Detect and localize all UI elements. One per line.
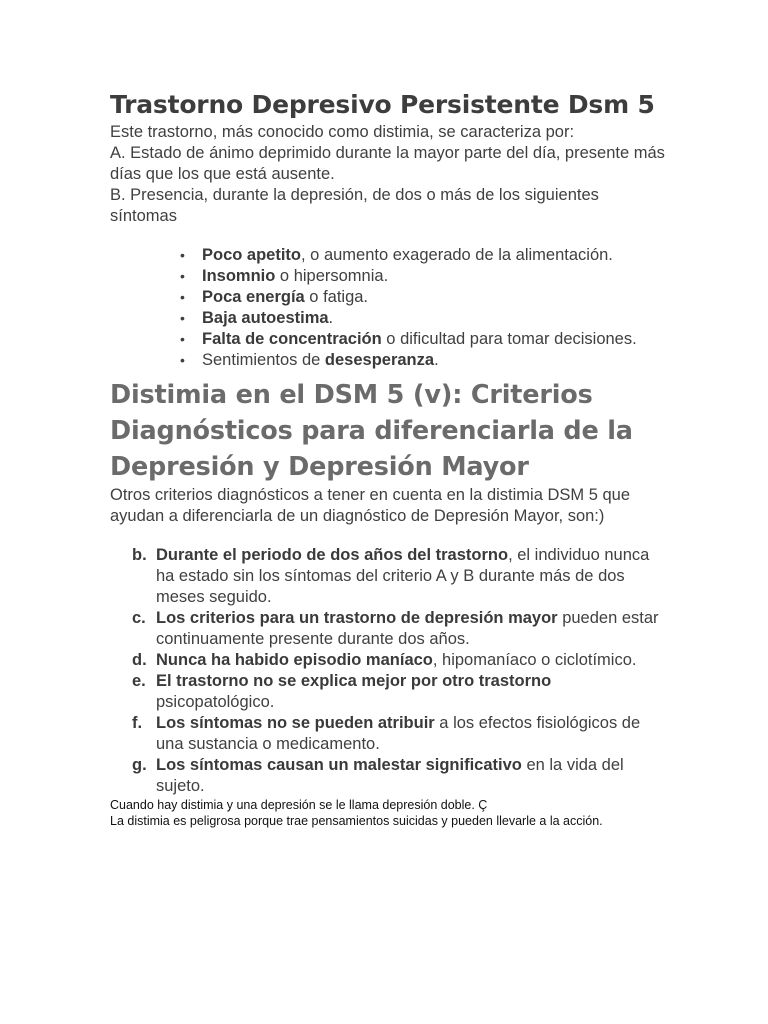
symptom-text: . (434, 351, 439, 369)
list-letter: f. (132, 714, 143, 732)
criterion-bold: Durante el periodo de dos años del trastorno (156, 546, 509, 564)
criteria-list (110, 545, 665, 797)
list-item (180, 308, 665, 329)
criterion-text: , el individuo nunca ha estado sin los síntomas del criterio A y B durante más de dos meses seguido. (156, 546, 650, 606)
document-page (110, 88, 665, 829)
symptom-text: o hipersomnia. (275, 267, 389, 285)
symptoms-list (110, 245, 665, 371)
bullet-icon: • (180, 289, 185, 305)
list-letter: d. (132, 651, 147, 669)
page-title: Trastorno Depresivo Persistente Dsm 5 (110, 90, 655, 119)
symptom-text: . (328, 309, 334, 327)
criterion-text: psicopatológico. (156, 693, 275, 711)
symptom-bold: Insomnio (202, 267, 276, 285)
criterion-a-paragraph: A. Estado de ánimo deprimido durante la mayor parte del día, presente más días que los que está ausente. (110, 144, 665, 183)
criterion-bold: Los síntomas causan un malestar significativo (156, 756, 522, 774)
list-letter: b. (132, 546, 147, 564)
bullet-icon: • (180, 310, 185, 326)
criterion-text: a los efectos fisiológicos de una sustancia o medicamento. (156, 714, 641, 753)
symptom-text-pre: Sentimientos de (202, 351, 325, 369)
list-item (132, 755, 665, 797)
criterion-bold: Nunca ha habido episodio maníaco (156, 651, 433, 669)
list-item (132, 671, 665, 713)
list-item (132, 713, 665, 755)
criterion-b-paragraph: B. Presencia, durante la depresión, de dos o más de los siguientes síntomas (110, 186, 599, 225)
list-letter: c. (132, 609, 146, 627)
list-item (180, 329, 665, 350)
list-item (132, 608, 665, 650)
section-heading: Distimia en el DSM 5 (v): Criterios Diagnósticos para diferenciarla de la Depresión y Depresión Mayor (110, 380, 633, 482)
bullet-icon: • (180, 268, 185, 284)
criterion-bold: Los síntomas no se pueden atribuir (156, 714, 435, 732)
danger-note: La distimia es peligrosa porque trae pensamientos suicidas y pueden llevarle a la acción. (110, 814, 603, 828)
list-letter: g. (132, 756, 147, 774)
criterion-text: , hipomaníaco o ciclotímico. (432, 651, 637, 669)
intro-paragraph: Este trastorno, más conocido como distimia, se caracteriza por: (110, 123, 575, 141)
bullet-icon: • (180, 352, 185, 368)
list-item (180, 266, 665, 287)
list-item (180, 350, 665, 371)
list-item (132, 545, 665, 608)
double-depression-note: Cuando hay distimia y una depresión se le llama depresión doble. Ç (110, 798, 488, 812)
symptom-text: o fatiga. (304, 288, 369, 306)
list-letter: e. (132, 672, 146, 690)
criterion-bold: Los criterios para un trastorno de depresión mayor (156, 609, 558, 627)
symptom-bold: Poco apetito (202, 246, 302, 264)
other-criteria-paragraph: Otros criterios diagnósticos a tener en cuenta en la distimia DSM 5 que ayudan a diferenciarla de un diagnóstico de Depresión Mayor, son:) (110, 486, 631, 525)
list-item (180, 245, 665, 266)
symptom-text: , o aumento exagerado de la alimentación. (301, 246, 613, 264)
list-item (132, 650, 665, 671)
symptom-bold: Poca energía (202, 288, 305, 306)
criterion-text: en la vida del sujeto. (156, 756, 624, 795)
criterion-text: pueden estar continuamente presente durante dos años. (156, 609, 659, 648)
bullet-icon: • (180, 331, 185, 347)
symptom-bold: desesperanza (324, 351, 435, 369)
bullet-icon: • (180, 247, 185, 263)
symptom-text: o dificultad para tomar decisiones. (381, 330, 637, 348)
criterion-bold: El trastorno no se explica mejor por otro trastorno (156, 672, 552, 690)
list-item (180, 287, 665, 308)
symptom-bold: Falta de concentración (202, 330, 382, 348)
symptom-bold: Baja autoestima (202, 309, 329, 327)
